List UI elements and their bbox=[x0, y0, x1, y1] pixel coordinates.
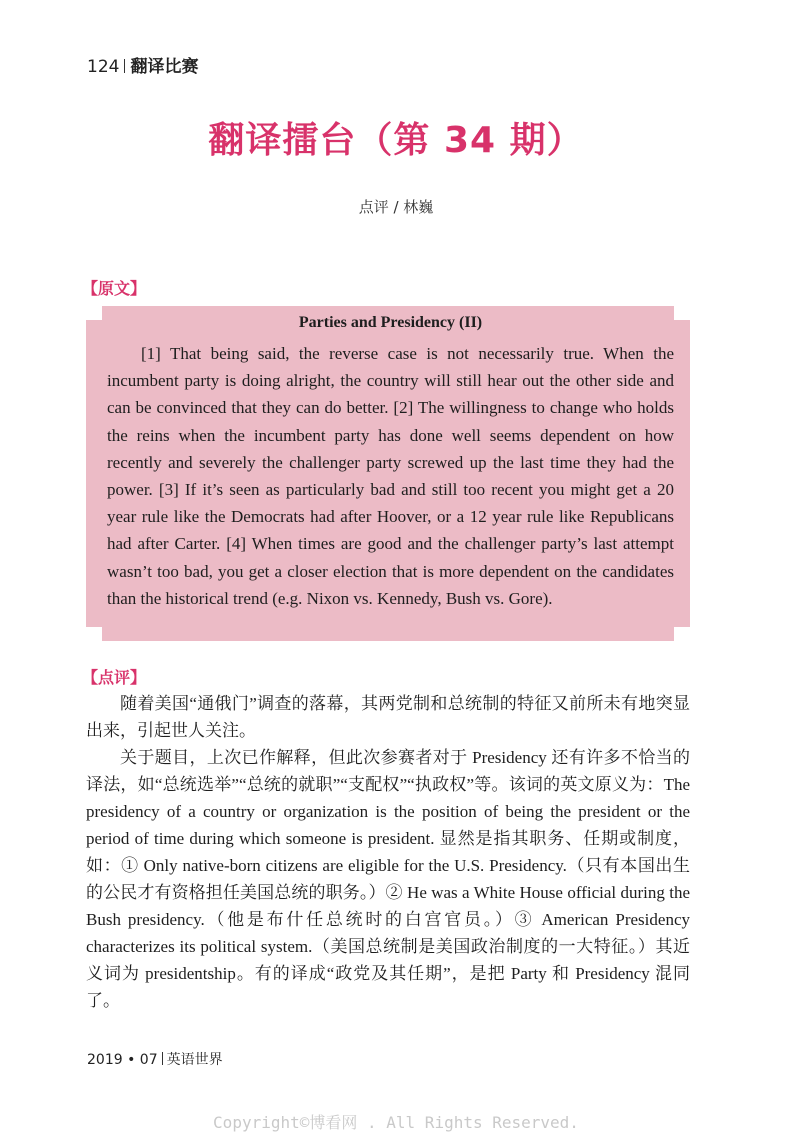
original-paragraph: [1] That being said, the reverse case is not necessarily true. When the incumbent party is doing alright, the country will still hear out the other side and can be convinced that they can do better. [2] The willingness to change who holds the reins when the incumbent party has done well seems dependent on how recently and severely the challenger party screwed up the last time they had the power. [3] If it’s seen as particularly bad and still too recent you might get a 20 year rule like the Democrats had after Hoover, or a 12 year rule like Republicans had after Carter. [4] When times are good and the challenger party’s last attempt wasn’t too bad, you get a closer election that is more dependent on the candidates than the historical trend (e.g. Nixon vs. Kennedy, Bush vs. Gore). bbox=[107, 344, 674, 608]
comment-paragraph-1: 随着美国“通俄门”调查的落幕，其两党制和总统制的特征又前所未有地突显出来，引起世人关注。 bbox=[86, 694, 690, 740]
page-footer bbox=[87, 1049, 223, 1069]
original-heading: Parties and Presidency (II) bbox=[298, 314, 483, 331]
comment-body bbox=[86, 690, 690, 1014]
footer-divider bbox=[162, 1052, 163, 1065]
page-number: 124 bbox=[87, 57, 120, 77]
page-header bbox=[87, 52, 198, 77]
comment-paragraph-2: 关于题目，上次已作解释，但此次参赛者对于 Presidency 还有许多不恰当的译法，如“总统选举”“总统的就职”“支配权”“执政权”等。该词的英文原义为：The presidency of a country or organization is the position of being the president or the period of time during which someone is president. 显然是指其职务、任期或制度，如：① Only native-born citizens are eligible for the U.S. Presidency.（只有本国出生的公民才有资格担任美国总统的职务。）② He was a White House official during the Bush presidency.（他是布什任总统时的白宫官员。）③ American Presidency characterizes its political system.（美国总统制是美国政治制度的一大特征。）其近义词为 presidentship。有的译成“政党及其任期”，是把 Party 和 Presidency 混同了。 bbox=[86, 748, 690, 1010]
byline: 点评 / 林巍 bbox=[358, 198, 434, 216]
magazine-name: 英语世界 bbox=[166, 1052, 223, 1068]
original-label: 【原文】 bbox=[82, 279, 147, 298]
copyright-notice: Copyright©博看网 . All Rights Reserved. bbox=[213, 1113, 579, 1132]
article-title: 翻译擂台（第 34 期） bbox=[208, 120, 584, 161]
section-name: 翻译比赛 bbox=[130, 57, 199, 77]
comment-label: 【点评】 bbox=[82, 668, 147, 687]
header-divider bbox=[124, 59, 125, 73]
issue-number: 2019 • 07 bbox=[87, 1052, 158, 1068]
original-text-box bbox=[86, 306, 690, 641]
